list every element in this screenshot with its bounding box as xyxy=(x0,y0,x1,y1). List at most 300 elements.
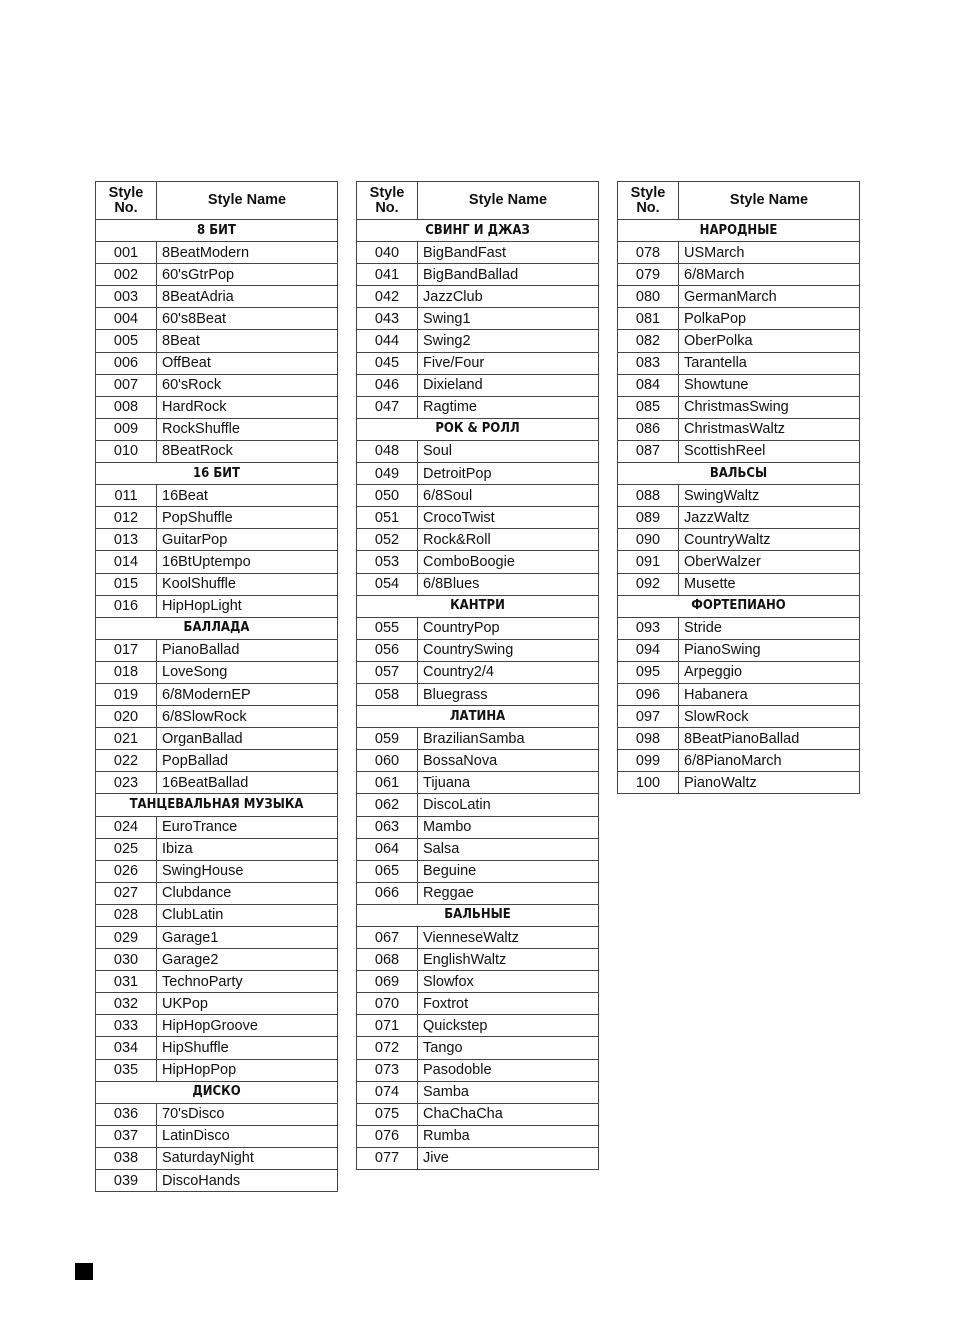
category-row xyxy=(618,220,860,242)
style-name: ClubLatin xyxy=(157,904,338,926)
table-row xyxy=(357,683,599,705)
style-name: 6/8SlowRock xyxy=(157,706,338,728)
style-name: DiscoLatin xyxy=(418,794,599,816)
style-name: Soul xyxy=(418,440,599,462)
table-row xyxy=(357,1081,599,1103)
style-name-header: Style Name xyxy=(679,182,860,220)
table-row xyxy=(357,463,599,485)
style-number: 093 xyxy=(618,617,679,639)
table-row xyxy=(96,1059,338,1081)
table-row xyxy=(618,551,860,573)
style-name: HipHopPop xyxy=(157,1059,338,1081)
style-name: 6/8ModernEP xyxy=(157,683,338,705)
table-row xyxy=(96,1147,338,1169)
table-row xyxy=(96,728,338,750)
table-row xyxy=(357,639,599,661)
style-number: 076 xyxy=(357,1125,418,1147)
style-number: 087 xyxy=(618,440,679,462)
style-number: 086 xyxy=(618,418,679,440)
table-row xyxy=(618,529,860,551)
style-name: OrganBallad xyxy=(157,728,338,750)
style-number: 029 xyxy=(96,927,157,949)
style-name: Garage2 xyxy=(157,949,338,971)
style-number: 006 xyxy=(96,352,157,374)
table-row xyxy=(618,396,860,418)
style-number: 014 xyxy=(96,551,157,573)
style-name: 8BeatPianoBallad xyxy=(679,728,860,750)
style-number: 088 xyxy=(618,485,679,507)
style-number: 032 xyxy=(96,993,157,1015)
style-name: 16BeatBallad xyxy=(157,772,338,794)
style-name: GuitarPop xyxy=(157,529,338,551)
style-name: DiscoHands xyxy=(157,1170,338,1192)
table-row xyxy=(96,838,338,860)
page-marker xyxy=(75,1263,93,1280)
style-number: 044 xyxy=(357,330,418,352)
table-row xyxy=(618,286,860,308)
style-number: 031 xyxy=(96,971,157,993)
style-name: PianoSwing xyxy=(679,639,860,661)
table-row xyxy=(357,485,599,507)
table-row xyxy=(96,418,338,440)
style-name: Stride xyxy=(679,617,860,639)
table-row xyxy=(618,242,860,264)
style-table-2 xyxy=(356,181,599,1170)
table-row xyxy=(618,264,860,286)
style-number: 079 xyxy=(618,264,679,286)
table-row xyxy=(357,242,599,264)
category-label: БАЛЛАДА xyxy=(96,617,338,639)
style-number: 096 xyxy=(618,683,679,705)
style-name: Quickstep xyxy=(418,1015,599,1037)
style-name: Pasodoble xyxy=(418,1059,599,1081)
style-name: 60'sRock xyxy=(157,374,338,396)
style-name: 8BeatModern xyxy=(157,242,338,264)
table-row xyxy=(618,772,860,794)
category-row xyxy=(357,904,599,926)
style-name: Tarantella xyxy=(679,352,860,374)
style-name: Slowfox xyxy=(418,971,599,993)
style-number: 090 xyxy=(618,529,679,551)
style-name: Rock&Roll xyxy=(418,529,599,551)
style-name: PopShuffle xyxy=(157,507,338,529)
style-number: 039 xyxy=(96,1170,157,1192)
style-name: HipHopGroove xyxy=(157,1015,338,1037)
style-number: 061 xyxy=(357,772,418,794)
style-number: 054 xyxy=(357,573,418,595)
table-row xyxy=(357,308,599,330)
style-name: Musette xyxy=(679,573,860,595)
category-row xyxy=(618,595,860,617)
table-row xyxy=(357,396,599,418)
style-number: 041 xyxy=(357,264,418,286)
style-number: 016 xyxy=(96,595,157,617)
style-number: 008 xyxy=(96,396,157,418)
table-row xyxy=(96,529,338,551)
table-row xyxy=(357,507,599,529)
table-header-row xyxy=(618,182,860,220)
style-number: 012 xyxy=(96,507,157,529)
table-row xyxy=(96,330,338,352)
style-name: ChaChaCha xyxy=(418,1103,599,1125)
category-label: ДИСКО xyxy=(96,1081,338,1103)
category-label: ФОРТЕПИАНО xyxy=(618,595,860,617)
style-name: 60's8Beat xyxy=(157,308,338,330)
category-row xyxy=(96,617,338,639)
style-number: 005 xyxy=(96,330,157,352)
style-name: GermanMarch xyxy=(679,286,860,308)
table-row xyxy=(96,639,338,661)
style-number: 050 xyxy=(357,485,418,507)
style-name: HipHopLight xyxy=(157,595,338,617)
style-number: 075 xyxy=(357,1103,418,1125)
style-name: OberPolka xyxy=(679,330,860,352)
style-name: Mambo xyxy=(418,816,599,838)
category-label: ТАНЦЕВАЛЬНАЯ МУЗЫКА xyxy=(96,794,338,816)
table-row xyxy=(96,706,338,728)
style-number: 097 xyxy=(618,706,679,728)
table-row xyxy=(357,551,599,573)
style-number: 066 xyxy=(357,882,418,904)
table-row xyxy=(618,706,860,728)
style-number: 025 xyxy=(96,838,157,860)
style-name: 6/8March xyxy=(679,264,860,286)
table-row xyxy=(96,264,338,286)
table-row xyxy=(357,440,599,462)
style-name: Garage1 xyxy=(157,927,338,949)
style-number: 018 xyxy=(96,661,157,683)
table-row xyxy=(357,838,599,860)
style-name: BigBandFast xyxy=(418,242,599,264)
style-name: SwingWaltz xyxy=(679,485,860,507)
table-row xyxy=(357,860,599,882)
style-number: 009 xyxy=(96,418,157,440)
style-no-header: Style No. xyxy=(357,182,418,220)
style-number: 091 xyxy=(618,551,679,573)
table-row xyxy=(96,1170,338,1192)
table-row xyxy=(357,1103,599,1125)
style-name: Rumba xyxy=(418,1125,599,1147)
style-no-header: Style No. xyxy=(96,182,157,220)
style-name: 70'sDisco xyxy=(157,1103,338,1125)
style-name: Reggae xyxy=(418,882,599,904)
style-name: 16Beat xyxy=(157,485,338,507)
style-number: 074 xyxy=(357,1081,418,1103)
style-name: USMarch xyxy=(679,242,860,264)
table-row xyxy=(96,440,338,462)
style-name: BigBandBallad xyxy=(418,264,599,286)
table-row xyxy=(96,904,338,926)
style-name: LoveSong xyxy=(157,661,338,683)
category-row xyxy=(357,418,599,440)
style-name: HipShuffle xyxy=(157,1037,338,1059)
style-number: 099 xyxy=(618,750,679,772)
table-row xyxy=(96,573,338,595)
table-row xyxy=(96,352,338,374)
style-name: Showtune xyxy=(679,374,860,396)
style-no-header: Style No. xyxy=(618,182,679,220)
table-row xyxy=(96,308,338,330)
style-name: Jive xyxy=(418,1147,599,1169)
style-name: 6/8PianoMarch xyxy=(679,750,860,772)
style-number: 046 xyxy=(357,374,418,396)
category-label: 8 БИТ xyxy=(96,220,338,242)
table-row xyxy=(357,1037,599,1059)
style-number: 002 xyxy=(96,264,157,286)
table-row xyxy=(357,573,599,595)
style-number: 026 xyxy=(96,860,157,882)
table-row xyxy=(96,971,338,993)
style-name: CountrySwing xyxy=(418,639,599,661)
style-number: 085 xyxy=(618,396,679,418)
style-number: 053 xyxy=(357,551,418,573)
category-label: КАНТРИ xyxy=(357,595,599,617)
table-row xyxy=(357,816,599,838)
style-number: 081 xyxy=(618,308,679,330)
style-name: Habanera xyxy=(679,683,860,705)
style-number: 080 xyxy=(618,286,679,308)
table-row xyxy=(357,927,599,949)
style-number: 072 xyxy=(357,1037,418,1059)
style-name: KoolShuffle xyxy=(157,573,338,595)
style-number: 036 xyxy=(96,1103,157,1125)
style-number: 062 xyxy=(357,794,418,816)
style-number: 064 xyxy=(357,838,418,860)
style-name: PianoBallad xyxy=(157,639,338,661)
table-row xyxy=(357,794,599,816)
style-name: PopBallad xyxy=(157,750,338,772)
table-row xyxy=(357,330,599,352)
style-number: 073 xyxy=(357,1059,418,1081)
style-number: 004 xyxy=(96,308,157,330)
style-name: JazzClub xyxy=(418,286,599,308)
table-row xyxy=(96,551,338,573)
style-name: 8BeatAdria xyxy=(157,286,338,308)
table-row xyxy=(357,661,599,683)
style-number: 056 xyxy=(357,639,418,661)
table-row xyxy=(618,418,860,440)
category-row xyxy=(96,794,338,816)
style-name: CountryWaltz xyxy=(679,529,860,551)
style-name: Swing2 xyxy=(418,330,599,352)
style-name: OffBeat xyxy=(157,352,338,374)
style-name-header: Style Name xyxy=(418,182,599,220)
style-number: 010 xyxy=(96,440,157,462)
style-name: 8Beat xyxy=(157,330,338,352)
style-name: CountryPop xyxy=(418,617,599,639)
style-number: 057 xyxy=(357,661,418,683)
category-label: РОК & РОЛЛ xyxy=(357,418,599,440)
style-name-header: Style Name xyxy=(157,182,338,220)
table-row xyxy=(618,308,860,330)
table-row xyxy=(357,617,599,639)
style-number: 001 xyxy=(96,242,157,264)
table-row xyxy=(96,1125,338,1147)
table-row xyxy=(96,1037,338,1059)
style-number: 040 xyxy=(357,242,418,264)
style-name: SlowRock xyxy=(679,706,860,728)
style-name: 16BtUptempo xyxy=(157,551,338,573)
table-header-row xyxy=(357,182,599,220)
category-row xyxy=(357,220,599,242)
style-number: 019 xyxy=(96,683,157,705)
category-label: СВИНГ И ДЖАЗ xyxy=(357,220,599,242)
style-name: 6/8Blues xyxy=(418,573,599,595)
table-row xyxy=(96,882,338,904)
style-number: 024 xyxy=(96,816,157,838)
style-name: HardRock xyxy=(157,396,338,418)
table-row xyxy=(618,507,860,529)
table-row xyxy=(357,1125,599,1147)
table-row xyxy=(357,882,599,904)
style-number: 051 xyxy=(357,507,418,529)
table-row xyxy=(618,617,860,639)
style-number: 011 xyxy=(96,485,157,507)
table-row xyxy=(357,286,599,308)
style-number: 022 xyxy=(96,750,157,772)
table-row xyxy=(357,1147,599,1169)
style-number: 069 xyxy=(357,971,418,993)
category-label: ВАЛЬСЫ xyxy=(618,463,860,485)
style-number: 027 xyxy=(96,882,157,904)
style-number: 049 xyxy=(357,463,418,485)
style-number: 013 xyxy=(96,529,157,551)
style-name: Country2/4 xyxy=(418,661,599,683)
table-row xyxy=(618,330,860,352)
style-number: 082 xyxy=(618,330,679,352)
table-row xyxy=(96,949,338,971)
category-label: НАРОДНЫЕ xyxy=(618,220,860,242)
table-row xyxy=(618,639,860,661)
style-number: 059 xyxy=(357,728,418,750)
table-row xyxy=(96,374,338,396)
category-row xyxy=(96,220,338,242)
table-header-row xyxy=(96,182,338,220)
style-number: 035 xyxy=(96,1059,157,1081)
style-name: ChristmasSwing xyxy=(679,396,860,418)
style-number: 095 xyxy=(618,661,679,683)
style-number: 030 xyxy=(96,949,157,971)
style-table-1 xyxy=(95,181,338,1192)
style-number: 007 xyxy=(96,374,157,396)
style-number: 084 xyxy=(618,374,679,396)
category-row xyxy=(96,463,338,485)
style-name: Swing1 xyxy=(418,308,599,330)
style-number: 070 xyxy=(357,993,418,1015)
style-name: Clubdance xyxy=(157,882,338,904)
style-name: Ibiza xyxy=(157,838,338,860)
style-name: Dixieland xyxy=(418,374,599,396)
style-number: 048 xyxy=(357,440,418,462)
style-name: Ragtime xyxy=(418,396,599,418)
style-table-3 xyxy=(617,181,860,794)
style-name: Samba xyxy=(418,1081,599,1103)
style-name: Bluegrass xyxy=(418,683,599,705)
table-row xyxy=(357,993,599,1015)
style-name: JazzWaltz xyxy=(679,507,860,529)
style-name: 8BeatRock xyxy=(157,440,338,462)
style-number: 003 xyxy=(96,286,157,308)
style-name: Arpeggio xyxy=(679,661,860,683)
table-row xyxy=(96,507,338,529)
style-name: TechnoParty xyxy=(157,971,338,993)
table-row xyxy=(96,1103,338,1125)
table-row xyxy=(96,396,338,418)
style-name: OberWalzer xyxy=(679,551,860,573)
table-row xyxy=(357,772,599,794)
style-number: 023 xyxy=(96,772,157,794)
table-row xyxy=(618,440,860,462)
style-number: 038 xyxy=(96,1147,157,1169)
table-row xyxy=(618,573,860,595)
style-number: 043 xyxy=(357,308,418,330)
table-row xyxy=(96,927,338,949)
style-number: 037 xyxy=(96,1125,157,1147)
style-name: BossaNova xyxy=(418,750,599,772)
style-number: 068 xyxy=(357,949,418,971)
table-row xyxy=(96,286,338,308)
style-number: 078 xyxy=(618,242,679,264)
style-number: 017 xyxy=(96,639,157,661)
table-row xyxy=(618,485,860,507)
table-row xyxy=(618,728,860,750)
table-row xyxy=(96,683,338,705)
style-name: Tango xyxy=(418,1037,599,1059)
style-name: ComboBoogie xyxy=(418,551,599,573)
table-row xyxy=(357,949,599,971)
table-row xyxy=(96,750,338,772)
table-row xyxy=(96,242,338,264)
style-name: 6/8Soul xyxy=(418,485,599,507)
category-row xyxy=(357,595,599,617)
table-row xyxy=(357,750,599,772)
style-name: CrocoTwist xyxy=(418,507,599,529)
style-number: 034 xyxy=(96,1037,157,1059)
style-number: 063 xyxy=(357,816,418,838)
style-name: ChristmasWaltz xyxy=(679,418,860,440)
style-name: Five/Four xyxy=(418,352,599,374)
table-row xyxy=(96,993,338,1015)
style-name: Beguine xyxy=(418,860,599,882)
style-number: 028 xyxy=(96,904,157,926)
style-number: 083 xyxy=(618,352,679,374)
table-row xyxy=(357,352,599,374)
table-row xyxy=(618,661,860,683)
style-number: 033 xyxy=(96,1015,157,1037)
style-number: 020 xyxy=(96,706,157,728)
style-name: RockShuffle xyxy=(157,418,338,440)
style-name: DetroitPop xyxy=(418,463,599,485)
style-number: 067 xyxy=(357,927,418,949)
table-row xyxy=(96,661,338,683)
style-name: LatinDisco xyxy=(157,1125,338,1147)
style-name: PianoWaltz xyxy=(679,772,860,794)
style-number: 058 xyxy=(357,683,418,705)
category-row xyxy=(96,1081,338,1103)
table-row xyxy=(357,728,599,750)
style-name: BrazilianSamba xyxy=(418,728,599,750)
style-number: 065 xyxy=(357,860,418,882)
style-name: Tijuana xyxy=(418,772,599,794)
style-number: 042 xyxy=(357,286,418,308)
table-row xyxy=(618,683,860,705)
style-number: 021 xyxy=(96,728,157,750)
style-name: ScottishReel xyxy=(679,440,860,462)
style-name: SaturdayNight xyxy=(157,1147,338,1169)
table-row xyxy=(618,750,860,772)
style-name: UKPop xyxy=(157,993,338,1015)
style-number: 092 xyxy=(618,573,679,595)
